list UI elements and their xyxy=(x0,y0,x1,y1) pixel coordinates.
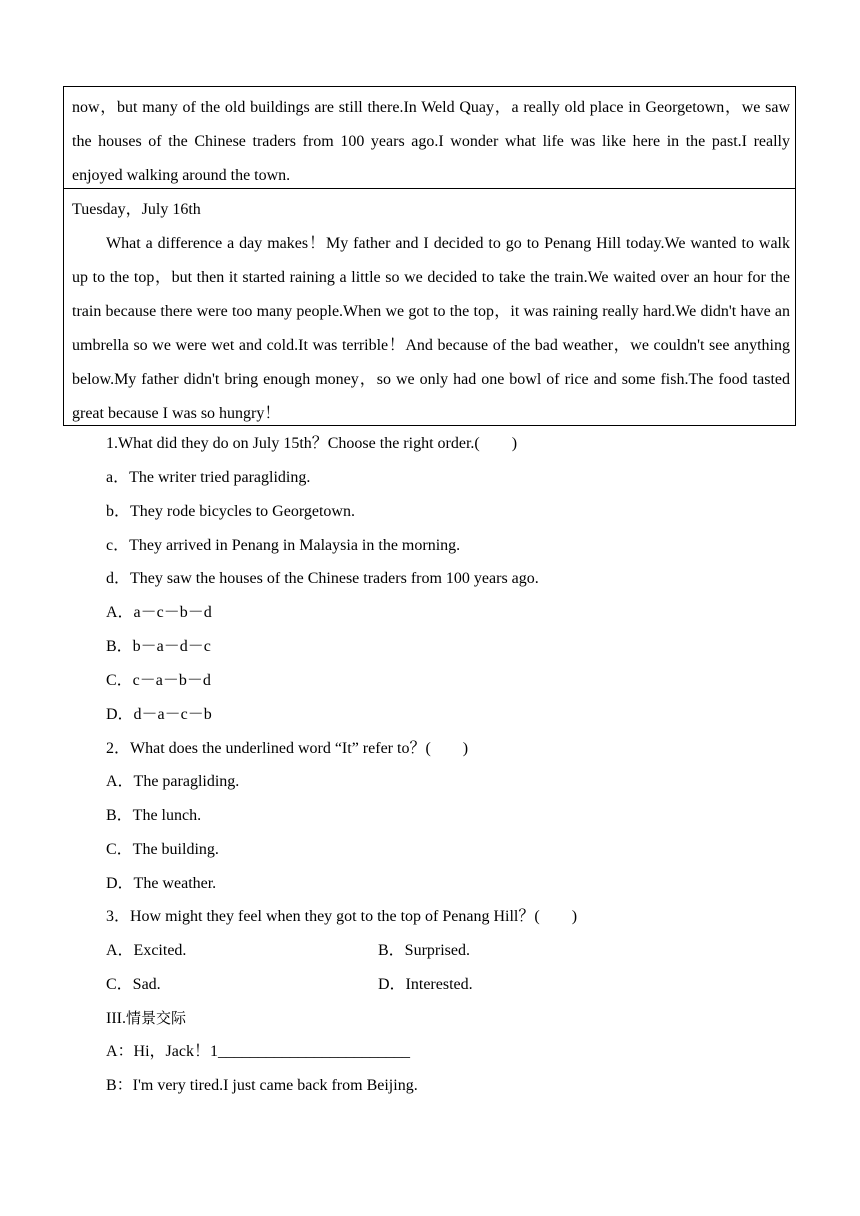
question-2-option-c: C．The building. xyxy=(106,841,219,858)
question-1-item-d: d．They saw the houses of the Chinese traders from 100 years ago. xyxy=(106,570,539,587)
question-1-option-b: B．b－a－d－c xyxy=(106,638,211,655)
section-3-roman: III. xyxy=(106,1010,126,1027)
passage-box-continued xyxy=(63,86,796,189)
dialogue-line-b: B：I'm very tired.I just came back from Beijing. xyxy=(106,1077,418,1094)
section-3-title xyxy=(106,1006,186,1031)
section-3-title-cn: 情景交际 xyxy=(125,1009,186,1027)
diary-date: Tuesday，July 16th xyxy=(72,201,201,218)
question-1-option-d: D．d－a－c－b xyxy=(106,706,212,723)
question-2-stem: 2．What does the underlined word “It” refer to？( ) xyxy=(106,740,469,757)
question-2-option-a: A．The paragliding. xyxy=(106,773,240,790)
dialogue-line-a: A：Hi，Jack！1________________________ xyxy=(106,1043,410,1060)
passage-paragraph-1: now，but many of the old buildings are still there.In Weld Quay，a really old place in Georgetown，we saw the houses of the Chinese traders from 100 years ago.I wonder what life was like here in the past.I really enjoyed walking around the town. xyxy=(72,99,790,184)
question-3-option-a: A．Excited. xyxy=(106,942,187,959)
question-3-option-b: B．Surprised. xyxy=(378,942,471,959)
question-1-item-a: a．The writer tried paragliding. xyxy=(106,469,311,486)
question-1-item-c: c．They arrived in Penang in Malaysia in the morning. xyxy=(106,537,461,554)
question-3-option-c: C．Sad. xyxy=(106,976,161,993)
passage-paragraph-2: What a difference a day makes！My father and I decided to go to Penang Hill today.We wanted to walk up to the top，but then it started raining a little so we decided to take the train.We waited over an hour for the train because there were too many people.When we got to the top，it was raining really hard.We didn't have an umbrella so we were wet and cold.It was terrible！And because of the bad weather，we couldn't see anything below.My father didn't bring enough money，so we only had one bowl of rice and some fish.The food tasted great because I was so hungry！ xyxy=(72,235,791,422)
question-3-stem: 3．How might they feel when they got to the top of Penang Hill？( ) xyxy=(106,908,578,925)
passage-box-july-16 xyxy=(63,188,796,426)
question-1-option-a: A．a－c－b－d xyxy=(106,604,212,621)
question-1-item-b: b．They rode bicycles to Georgetown. xyxy=(106,503,355,520)
question-2-option-d: D．The weather. xyxy=(106,875,217,892)
question-3-option-d: D．Interested. xyxy=(378,976,473,993)
question-2-option-b: B．The lunch. xyxy=(106,807,202,824)
question-1-option-c: C．c－a－b－d xyxy=(106,672,211,689)
question-1-stem: 1.What did they do on July 15th？Choose the right order.( ) xyxy=(106,435,518,452)
